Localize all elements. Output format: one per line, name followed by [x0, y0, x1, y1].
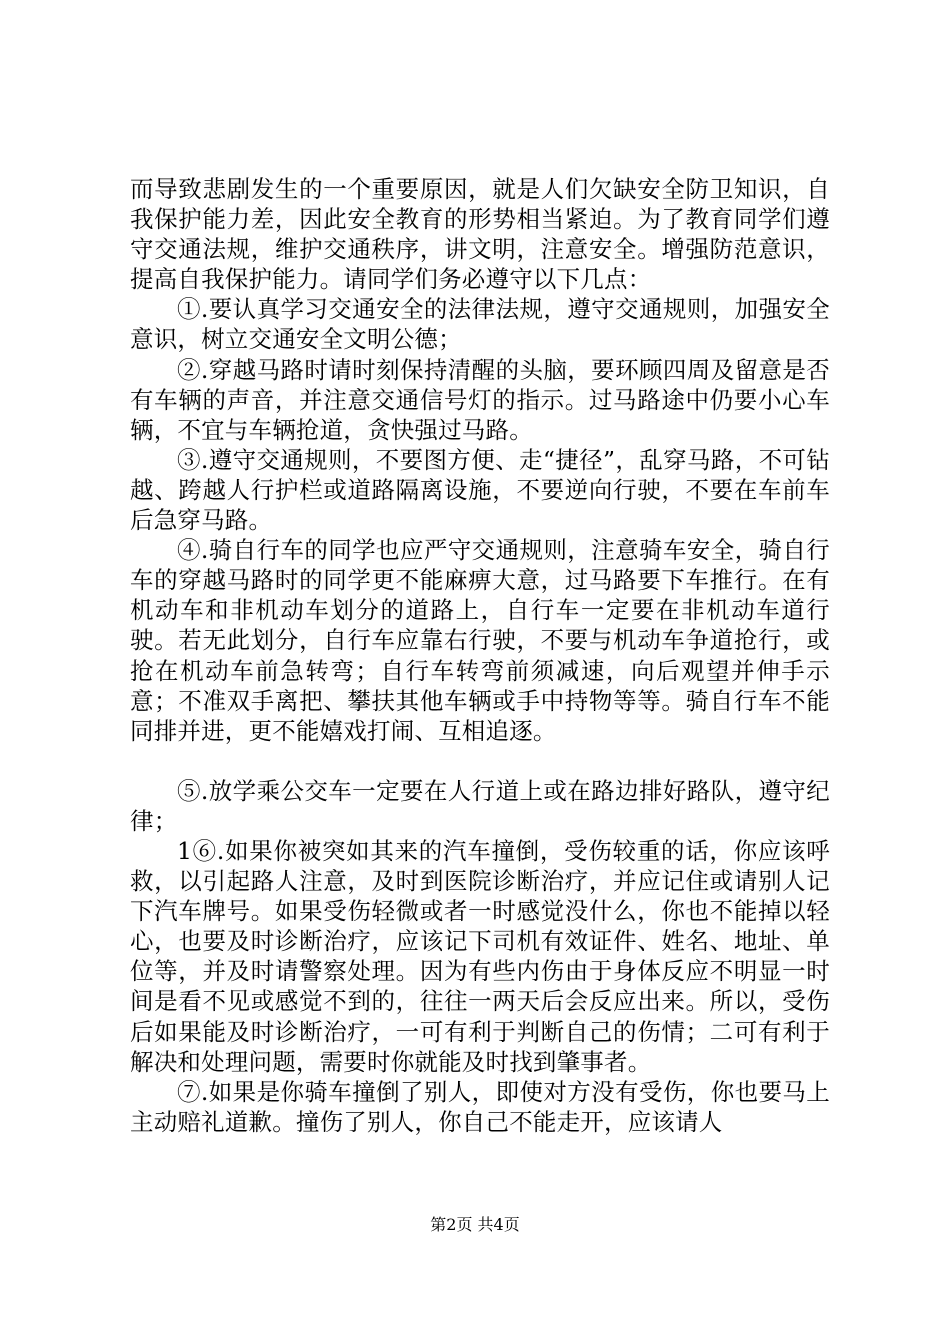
blank-line: [130, 746, 830, 776]
paragraph-rule-3: ③.遵守交通规则，不要图方便、走“捷径”，乱穿马路，不可钻越、跨越人行护栏或道路隔离设施，不要逆向行驶，不要在车前车后急穿马路。: [130, 445, 830, 535]
paragraph-rule-5: ⑤.放学乘公交车一定要在人行道上或在路边排好路队，遵守纪律；: [130, 776, 830, 835]
page-footer: 第2页 共4页: [430, 1215, 520, 1234]
body-text: [130, 174, 830, 1137]
paragraph-rule-2: ②.穿越马路时请时刻保持清醒的头脑，要环顾四周及留意是否有车辆的声音，并注意交通信号灯的指示。过马路途中仍要小心车辆，不宜与车辆抢道，贪快强过马路。: [130, 355, 830, 444]
paragraph-rule-1: ①.要认真学习交通安全的法律法规，遵守交通规则，加强安全意识，树立交通安全文明公德；: [130, 295, 830, 354]
paragraph-rule-6: 1⑥.如果你被突如其来的汽车撞倒，受伤较重的话，你应该呼救，以引起路人注意，及时到医院诊断治疗，并应记住或请别人记下汽车牌号。如果受伤轻微或者一时感觉没什么，你也不能掉以轻心，也要及时诊断治疗，应该记下司机有效证件、姓名、地址、单位等，并及时请警察处理。因为有些内伤由于身体反应不明显一时间是看不见或感觉不到的，往往一两天后会反应出来。所以，受伤后如果能及时诊断治疗，一可有利于判断自己的伤情；二可有利于解决和处理问题，需要时你就能及时找到肇事者。: [130, 836, 830, 1076]
paragraph-rule-7: ⑦.如果是你骑车撞倒了别人，即使对方没有受伤，你也要马上主动赔礼道歉。撞伤了别人，你自己不能走开，应该请人: [130, 1077, 830, 1136]
paragraph-rule-4: ④.骑自行车的同学也应严守交通规则，注意骑车安全，骑自行车的穿越马路时的同学更不能麻痹大意，过马路要下车推行。在有机动车和非机动车划分的道路上，自行车一定要在非机动车道行驶。若无此划分，自行车应靠右行驶，不要与机动车争道抢行，或抢在机动车前急转弯；自行车转弯前须减速，向后观望并伸手示意；不准双手离把、攀扶其他车辆或手中持物等等。骑自行车不能同排并进，更不能嬉戏打闹、互相追逐。: [130, 536, 830, 745]
paragraph-intro: 而导致悲剧发生的一个重要原因，就是人们欠缺安全防卫知识，自我保护能力差，因此安全教育的形势相当紧迫。为了教育同学们遵守交通法规，维护交通秩序，讲文明，注意安全。增强防范意识，提高自我保护能力。请同学们务必遵守以下几点：: [130, 175, 830, 294]
